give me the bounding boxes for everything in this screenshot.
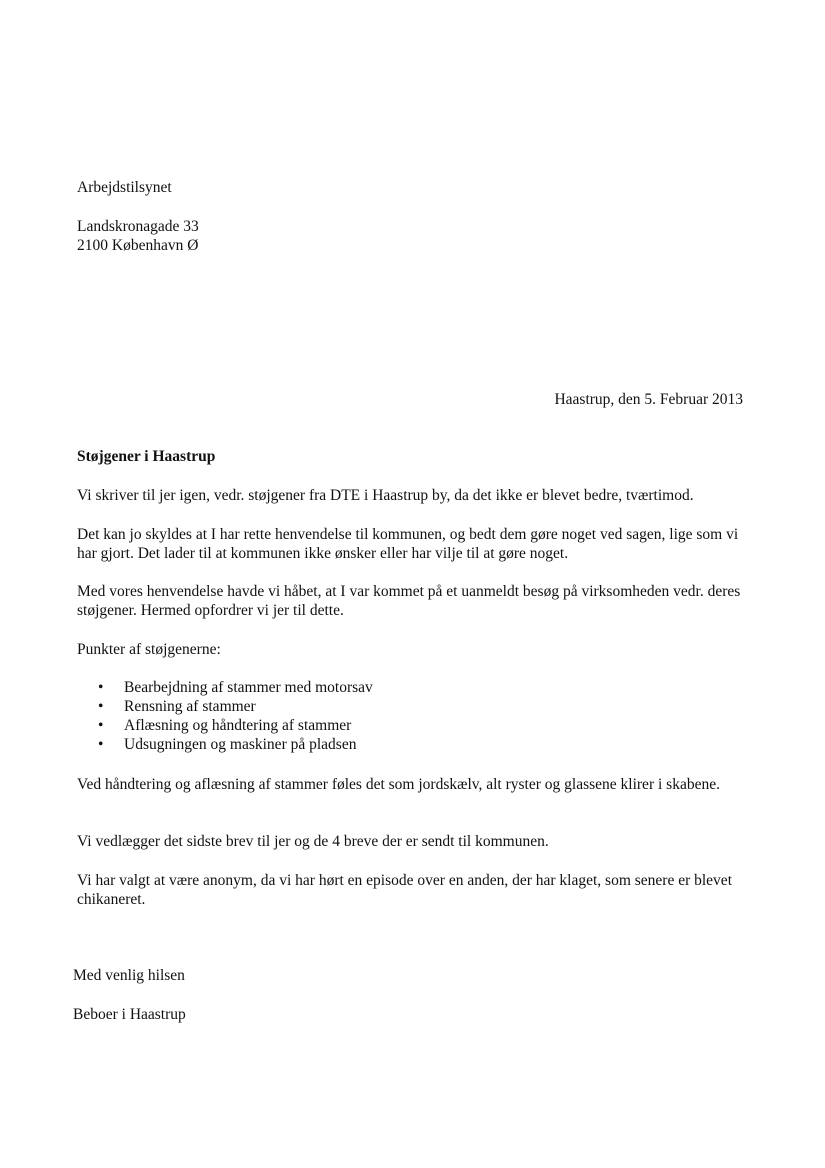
noise-sources-list	[98, 678, 373, 754]
list-item-text: Rensning af stammer	[124, 698, 256, 715]
list-item	[98, 697, 373, 716]
list-item	[98, 735, 373, 754]
bullet-icon: •	[98, 736, 104, 753]
recipient-city: 2100 København Ø	[77, 237, 199, 254]
letter-date: Haastrup, den 5. Februar 2013	[554, 391, 743, 408]
list-item-text: Udsugningen og maskiner på pladsen	[124, 736, 357, 753]
body-paragraph: Med vores henvendelse havde vi håbet, at I var kommet på et uanmeldt besøg på virksomheden vedr. deres støjgener. Hermed opfordrer vi jer til dette.	[77, 583, 741, 619]
list-item	[98, 716, 373, 735]
bullet-icon: •	[98, 679, 104, 696]
bullet-list-heading: Punkter af støjgenerne:	[77, 641, 221, 658]
body-paragraph: Vi har valgt at være anonym, da vi har hørt en episode over en anden, der har klaget, som senere er blevet chikaneret.	[77, 872, 732, 908]
body-paragraph: Det kan jo skyldes at I har rette henvendelse til kommunen, og bedt dem gøre noget ved sagen, lige som vi har gjort. Det lader til at kommunen ikke ønsker eller har vilje til at gøre noget.	[77, 526, 739, 562]
bullet-icon: •	[98, 717, 104, 734]
body-paragraph: Vi skriver til jer igen, vedr. støjgener fra DTE i Haastrup by, da det ikke er blevet bedre, tværtimod.	[77, 487, 694, 504]
letter-signature: Beboer i Haastrup	[73, 1006, 186, 1023]
body-paragraph: Vi vedlægger det sidste brev til jer og de 4 breve der er sendt til kommunen.	[77, 833, 549, 850]
list-item	[98, 678, 373, 697]
recipient-name: Arbejdstilsynet	[77, 179, 172, 196]
letter-subject: Støjgener i Haastrup	[77, 448, 216, 465]
list-item-text: Aflæsning og håndtering af stammer	[124, 717, 352, 734]
bullet-icon: •	[98, 698, 104, 715]
list-item-text: Bearbejdning af stammer med motorsav	[124, 679, 373, 696]
body-paragraph: Ved håndtering og aflæsning af stammer føles det som jordskælv, alt ryster og glassene klirer i skabene.	[77, 776, 720, 793]
letter-closing: Med venlig hilsen	[73, 967, 185, 984]
recipient-street: Landskronagade 33	[77, 218, 199, 235]
